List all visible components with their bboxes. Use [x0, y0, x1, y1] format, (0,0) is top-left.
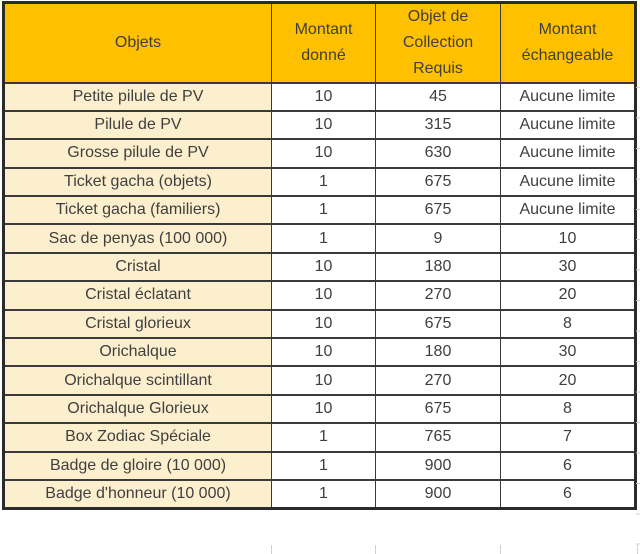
cell-objet: Orichalque Glorieux [4, 395, 272, 423]
gridline-stub [500, 545, 501, 554]
cell-montant-echangeable: 20 [501, 281, 636, 309]
table-row [4, 111, 636, 139]
gridline-stub [375, 545, 376, 554]
cell-montant-donne: 1 [272, 168, 376, 196]
gridline-stub [637, 545, 638, 554]
cell-montant-echangeable: Aucune limite [501, 139, 636, 167]
cell-montant-donne: 10 [272, 281, 376, 309]
cell-montant-donne: 10 [272, 253, 376, 281]
table-row [4, 196, 636, 224]
table-row [4, 139, 636, 167]
table-body [4, 83, 636, 509]
table-row [4, 338, 636, 366]
cell-montant-echangeable: 30 [501, 253, 636, 281]
cell-objet: Ticket gacha (objets) [4, 168, 272, 196]
cell-montant-echangeable: Aucune limite [501, 111, 636, 139]
cell-montant-echangeable: 20 [501, 366, 636, 394]
cell-collection-requis: 765 [376, 423, 501, 451]
cell-montant-echangeable: Aucune limite [501, 83, 636, 111]
cell-collection-requis: 630 [376, 139, 501, 167]
cell-collection-requis: 180 [376, 338, 501, 366]
cell-objet: Sac de penyas (100 000) [4, 224, 272, 252]
cell-montant-donne: 10 [272, 395, 376, 423]
column-header-collection-requis: Objet de Collection Requis [376, 3, 501, 83]
cell-montant-donne: 10 [272, 83, 376, 111]
cell-objet: Badge de gloire (10 000) [4, 452, 272, 480]
cell-collection-requis: 180 [376, 253, 501, 281]
cell-montant-donne: 1 [272, 196, 376, 224]
cell-montant-donne: 1 [272, 452, 376, 480]
cell-montant-echangeable: 6 [501, 480, 636, 508]
table-row [4, 83, 636, 111]
cell-collection-requis: 270 [376, 281, 501, 309]
cell-montant-donne: 10 [272, 338, 376, 366]
table-row [4, 395, 636, 423]
cell-collection-requis: 900 [376, 480, 501, 508]
header-row [4, 3, 636, 83]
cell-montant-echangeable: 6 [501, 452, 636, 480]
cell-montant-donne: 1 [272, 423, 376, 451]
table-row [4, 452, 636, 480]
cell-objet: Orichalque [4, 338, 272, 366]
column-header-montant-donne: Montant donné [272, 3, 376, 83]
cell-collection-requis: 270 [376, 366, 501, 394]
cell-objet: Pilule de PV [4, 111, 272, 139]
cell-montant-donne: 1 [272, 480, 376, 508]
cell-collection-requis: 675 [376, 310, 501, 338]
cell-montant-echangeable: 7 [501, 423, 636, 451]
cell-collection-requis: 675 [376, 168, 501, 196]
cell-montant-donne: 10 [272, 366, 376, 394]
cell-collection-requis: 675 [376, 395, 501, 423]
cell-objet: Badge d'honneur (10 000) [4, 480, 272, 508]
table-row [4, 366, 636, 394]
cell-objet: Box Zodiac Spéciale [4, 423, 272, 451]
cell-montant-donne: 10 [272, 111, 376, 139]
cell-objet: Petite pilule de PV [4, 83, 272, 111]
column-header-montant-echangeable: Montant échangeable [501, 3, 636, 83]
cell-objet: Cristal éclatant [4, 281, 272, 309]
cell-objet: Orichalque scintillant [4, 366, 272, 394]
column-header-objets: Objets [4, 3, 272, 83]
cell-objet: Cristal [4, 253, 272, 281]
cell-objet: Grosse pilule de PV [4, 139, 272, 167]
cell-collection-requis: 900 [376, 452, 501, 480]
cell-montant-donne: 10 [272, 139, 376, 167]
cell-montant-echangeable: 30 [501, 338, 636, 366]
gridline-stub [271, 545, 272, 554]
table-row [4, 310, 636, 338]
gridline-stubs-right [636, 87, 640, 546]
table-row [4, 168, 636, 196]
cell-collection-requis: 9 [376, 224, 501, 252]
cell-collection-requis: 315 [376, 111, 501, 139]
cell-montant-echangeable: 8 [501, 395, 636, 423]
table-row [4, 480, 636, 508]
cell-montant-echangeable: Aucune limite [501, 196, 636, 224]
exchange-table [2, 1, 637, 510]
cell-montant-donne: 10 [272, 310, 376, 338]
cell-objet: Ticket gacha (familiers) [4, 196, 272, 224]
table-row [4, 224, 636, 252]
cell-montant-echangeable: 10 [501, 224, 636, 252]
table-row [4, 253, 636, 281]
cell-montant-donne: 1 [272, 224, 376, 252]
cell-collection-requis: 45 [376, 83, 501, 111]
cell-montant-echangeable: 8 [501, 310, 636, 338]
cell-montant-echangeable: Aucune limite [501, 168, 636, 196]
table-row [4, 423, 636, 451]
cell-objet: Cristal glorieux [4, 310, 272, 338]
cell-collection-requis: 675 [376, 196, 501, 224]
table-row [4, 281, 636, 309]
